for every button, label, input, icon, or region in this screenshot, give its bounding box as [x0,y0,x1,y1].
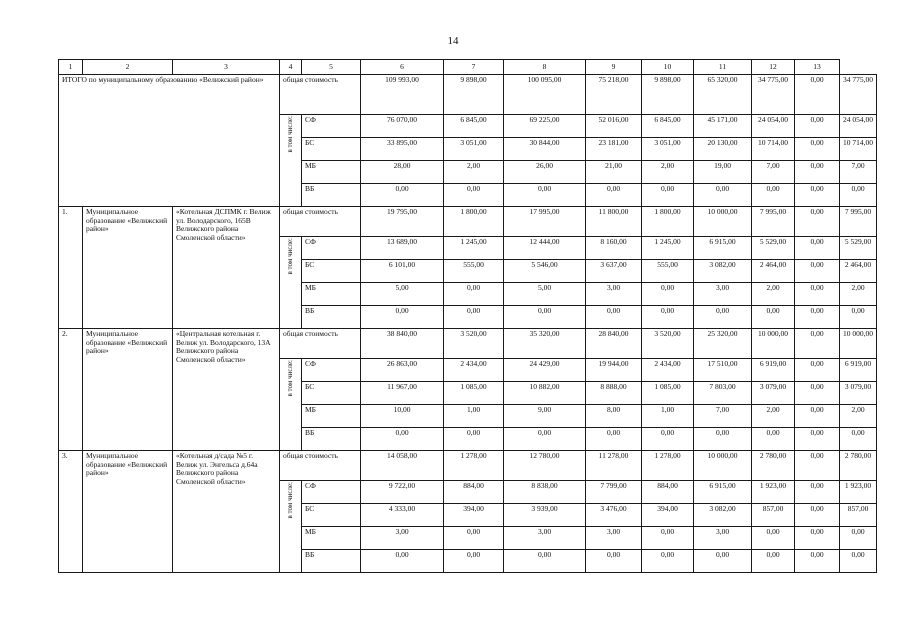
value-cell: 76 070,00 [361,115,444,138]
value-cell: 394,00 [642,504,694,527]
value-cell: 8 888,00 [586,382,642,405]
including-label [280,115,302,207]
item-index: 1. [59,207,83,329]
value-cell: 0,00 [642,283,694,306]
column-header: 1 [59,60,83,75]
value-cell: 0,00 [586,428,642,451]
value-cell: 0,00 [795,382,840,405]
funding-source: БС [302,260,361,283]
value-cell: 19,00 [694,161,752,184]
value-cell: 7 995,00 [752,207,795,237]
value-cell: 35 320,00 [504,329,586,359]
value-cell: 6 845,00 [444,115,504,138]
value-cell: 30 844,00 [504,138,586,161]
including-text: в том числе: [286,482,295,519]
value-cell: 109 993,00 [361,75,444,115]
item-object: «Центральная котельная г. Велиж ул. Володарского, 13А Велижского района Смоленской области» [173,329,280,451]
value-cell: 2,00 [642,161,694,184]
funding-source: БС [302,504,361,527]
value-cell: 3,00 [694,527,752,550]
value-cell: 0,00 [694,306,752,329]
funding-source: ВБ [302,550,361,573]
value-cell: 0,00 [444,283,504,306]
value-cell: 9 722,00 [361,481,444,504]
funding-source: СФ [302,237,361,260]
column-header: 12 [752,60,795,75]
value-cell: 65 320,00 [694,75,752,115]
value-cell: 2,00 [840,283,877,306]
value-cell: 2,00 [444,161,504,184]
value-cell: 0,00 [361,550,444,573]
value-cell: 9 898,00 [642,75,694,115]
value-cell: 3 520,00 [444,329,504,359]
column-header: 11 [694,60,752,75]
value-cell: 0,00 [642,184,694,207]
value-cell: 1 278,00 [444,451,504,481]
value-cell: 2 434,00 [642,359,694,382]
value-cell: 10 000,00 [752,329,795,359]
value-cell: 19 944,00 [586,359,642,382]
value-cell: 0,00 [795,161,840,184]
value-cell: 0,00 [444,527,504,550]
value-cell: 0,00 [642,550,694,573]
funding-source: ВБ [302,306,361,329]
value-cell: 3,00 [504,527,586,550]
value-cell: 6 915,00 [694,237,752,260]
value-cell: 0,00 [504,550,586,573]
value-cell: 857,00 [840,504,877,527]
value-cell: 0,00 [795,260,840,283]
value-cell: 0,00 [694,184,752,207]
value-cell: 11 278,00 [586,451,642,481]
value-cell: 12 780,00 [504,451,586,481]
value-cell: 5,00 [361,283,444,306]
value-cell: 0,00 [752,184,795,207]
value-cell: 10,00 [361,405,444,428]
including-text: в том числе: [286,116,295,153]
value-cell: 6 915,00 [694,481,752,504]
value-cell: 3 079,00 [840,382,877,405]
value-cell: 0,00 [840,550,877,573]
funding-source: МБ [302,405,361,428]
value-cell: 1 800,00 [444,207,504,237]
value-cell: 1 085,00 [642,382,694,405]
value-cell: 0,00 [795,306,840,329]
value-cell: 10 714,00 [752,138,795,161]
value-cell: 3,00 [694,283,752,306]
value-cell: 5,00 [504,283,586,306]
value-cell: 24 054,00 [752,115,795,138]
item-organization: Муниципальное образование «Велижский район» [83,329,173,451]
value-cell: 3,00 [586,527,642,550]
value-cell: 0,00 [795,207,840,237]
value-cell: 8 838,00 [504,481,586,504]
value-cell: 11 800,00 [586,207,642,237]
cost-type: общая стоимость [280,451,361,481]
value-cell: 3,00 [586,283,642,306]
value-cell: 2,00 [752,405,795,428]
value-cell: 1 923,00 [840,481,877,504]
value-cell: 7,00 [694,405,752,428]
value-cell: 0,00 [642,306,694,329]
value-cell: 0,00 [586,184,642,207]
column-header: 3 [173,60,280,75]
value-cell: 3 082,00 [694,504,752,527]
value-cell: 24 429,00 [504,359,586,382]
value-cell: 69 225,00 [504,115,586,138]
item-organization: Муниципальное образование «Велижский район» [83,207,173,329]
column-header: 7 [444,60,504,75]
value-cell: 0,00 [444,550,504,573]
header-row [59,60,877,75]
value-cell: 0,00 [752,550,795,573]
value-cell: 3 520,00 [642,329,694,359]
value-cell: 0,00 [795,527,840,550]
item-object: «Котельная д/сада №5 г. Велиж ул. Энгельса д.64а Велижского района Смоленской области» [173,451,280,573]
value-cell: 0,00 [840,428,877,451]
value-cell: 5 529,00 [752,237,795,260]
value-cell: 0,00 [795,550,840,573]
item-object: «Котельная ДСПМК г. Велиж ул. Володарского, 165В Велижского района Смоленской области» [173,207,280,329]
value-cell: 2,00 [752,283,795,306]
including-label [280,481,302,573]
value-cell: 25 320,00 [694,329,752,359]
value-cell: 26 863,00 [361,359,444,382]
column-header: 9 [586,60,642,75]
value-cell: 1 278,00 [642,451,694,481]
value-cell: 0,00 [444,184,504,207]
value-cell: 0,00 [752,306,795,329]
value-cell: 10 000,00 [840,329,877,359]
page-number: 14 [447,35,459,47]
value-cell: 1 245,00 [444,237,504,260]
value-cell: 0,00 [795,481,840,504]
value-cell: 0,00 [694,428,752,451]
value-cell: 0,00 [795,237,840,260]
including-text: в том числе: [286,360,295,397]
value-cell: 1,00 [444,405,504,428]
value-cell: 34 775,00 [840,75,877,115]
value-cell: 12 444,00 [504,237,586,260]
value-cell: 0,00 [361,184,444,207]
value-cell: 0,00 [795,138,840,161]
table-row [59,75,877,115]
value-cell: 6 919,00 [752,359,795,382]
value-cell: 0,00 [840,527,877,550]
funding-source: ВБ [302,428,361,451]
value-cell: 21,00 [586,161,642,184]
value-cell: 19 795,00 [361,207,444,237]
total-label: ИТОГО по муниципальному образованию «Велижский район» [59,75,280,207]
budget-table [58,59,877,573]
value-cell: 17 995,00 [504,207,586,237]
value-cell: 0,00 [586,550,642,573]
value-cell: 45 171,00 [694,115,752,138]
funding-source: МБ [302,283,361,306]
column-header: 8 [504,60,586,75]
value-cell: 5 529,00 [840,237,877,260]
table-row [59,207,877,237]
including-label [280,237,302,329]
value-cell: 1 800,00 [642,207,694,237]
value-cell: 3 637,00 [586,260,642,283]
funding-source: МБ [302,527,361,550]
value-cell: 857,00 [752,504,795,527]
value-cell: 2,00 [840,405,877,428]
value-cell: 0,00 [504,306,586,329]
value-cell: 10 882,00 [504,382,586,405]
value-cell: 394,00 [444,504,504,527]
column-header: 10 [642,60,694,75]
value-cell: 3 476,00 [586,504,642,527]
value-cell: 9,00 [504,405,586,428]
value-cell: 1,00 [642,405,694,428]
value-cell: 884,00 [642,481,694,504]
value-cell: 10 000,00 [694,207,752,237]
value-cell: 2 434,00 [444,359,504,382]
value-cell: 3 939,00 [504,504,586,527]
value-cell: 3 051,00 [642,138,694,161]
value-cell: 9 898,00 [444,75,504,115]
value-cell: 38 840,00 [361,329,444,359]
value-cell: 0,00 [795,329,840,359]
value-cell: 0,00 [795,405,840,428]
funding-source: СФ [302,481,361,504]
value-cell: 14 058,00 [361,451,444,481]
value-cell: 8 160,00 [586,237,642,260]
value-cell: 23 181,00 [586,138,642,161]
including-label [280,359,302,451]
value-cell: 1 085,00 [444,382,504,405]
value-cell: 2 464,00 [840,260,877,283]
value-cell: 2 464,00 [752,260,795,283]
column-header: 4 [280,60,302,75]
value-cell: 0,00 [504,184,586,207]
value-cell: 10 714,00 [840,138,877,161]
value-cell: 52 016,00 [586,115,642,138]
value-cell: 17 510,00 [694,359,752,382]
value-cell: 6 919,00 [840,359,877,382]
value-cell: 0,00 [642,428,694,451]
value-cell: 0,00 [795,75,840,115]
column-header: 6 [361,60,444,75]
including-text: в том числе: [286,238,295,275]
value-cell: 3 051,00 [444,138,504,161]
value-cell: 0,00 [642,527,694,550]
value-cell: 28 840,00 [586,329,642,359]
item-index: 2. [59,329,83,451]
cost-type: общая стоимость [280,329,361,359]
value-cell: 28,00 [361,161,444,184]
value-cell: 7,00 [840,161,877,184]
value-cell: 0,00 [795,184,840,207]
value-cell: 20 130,00 [694,138,752,161]
value-cell: 26,00 [504,161,586,184]
value-cell: 2 780,00 [752,451,795,481]
value-cell: 0,00 [795,283,840,306]
value-cell: 1 245,00 [642,237,694,260]
value-cell: 0,00 [586,306,642,329]
value-cell: 75 218,00 [586,75,642,115]
value-cell: 7 799,00 [586,481,642,504]
value-cell: 0,00 [795,504,840,527]
item-organization: Муниципальное образование «Велижский район» [83,451,173,573]
funding-source: БС [302,382,361,405]
value-cell: 7 803,00 [694,382,752,405]
value-cell: 10 000,00 [694,451,752,481]
value-cell: 0,00 [795,359,840,382]
value-cell: 0,00 [361,306,444,329]
funding-source: МБ [302,161,361,184]
value-cell: 34 775,00 [752,75,795,115]
cost-type: общая стоимость [280,207,361,237]
cost-type: общая стоимость [280,75,361,115]
table-row [59,329,877,359]
value-cell: 24 054,00 [840,115,877,138]
value-cell: 0,00 [444,428,504,451]
item-index: 3. [59,451,83,573]
value-cell: 100 095,00 [504,75,586,115]
value-cell: 1 923,00 [752,481,795,504]
funding-source: БС [302,138,361,161]
value-cell: 0,00 [752,428,795,451]
value-cell: 7,00 [752,161,795,184]
value-cell: 7 995,00 [840,207,877,237]
value-cell: 13 689,00 [361,237,444,260]
value-cell: 3,00 [361,527,444,550]
column-header: 2 [83,60,173,75]
funding-source: ВБ [302,184,361,207]
funding-source: СФ [302,115,361,138]
value-cell: 3 079,00 [752,382,795,405]
value-cell: 0,00 [361,428,444,451]
value-cell: 555,00 [642,260,694,283]
value-cell: 0,00 [752,527,795,550]
value-cell: 8,00 [586,405,642,428]
value-cell: 11 967,00 [361,382,444,405]
value-cell: 0,00 [504,428,586,451]
column-header: 13 [795,60,840,75]
value-cell: 5 546,00 [504,260,586,283]
value-cell: 0,00 [795,451,840,481]
value-cell: 0,00 [795,115,840,138]
value-cell: 6 845,00 [642,115,694,138]
value-cell: 3 082,00 [694,260,752,283]
column-header: 5 [302,60,361,75]
value-cell: 33 895,00 [361,138,444,161]
value-cell: 555,00 [444,260,504,283]
funding-source: СФ [302,359,361,382]
value-cell: 4 333,00 [361,504,444,527]
value-cell: 0,00 [694,550,752,573]
value-cell: 884,00 [444,481,504,504]
value-cell: 6 101,00 [361,260,444,283]
value-cell: 0,00 [444,306,504,329]
value-cell: 0,00 [840,184,877,207]
value-cell: 2 780,00 [840,451,877,481]
value-cell: 0,00 [795,428,840,451]
table-row [59,451,877,481]
value-cell: 0,00 [840,306,877,329]
